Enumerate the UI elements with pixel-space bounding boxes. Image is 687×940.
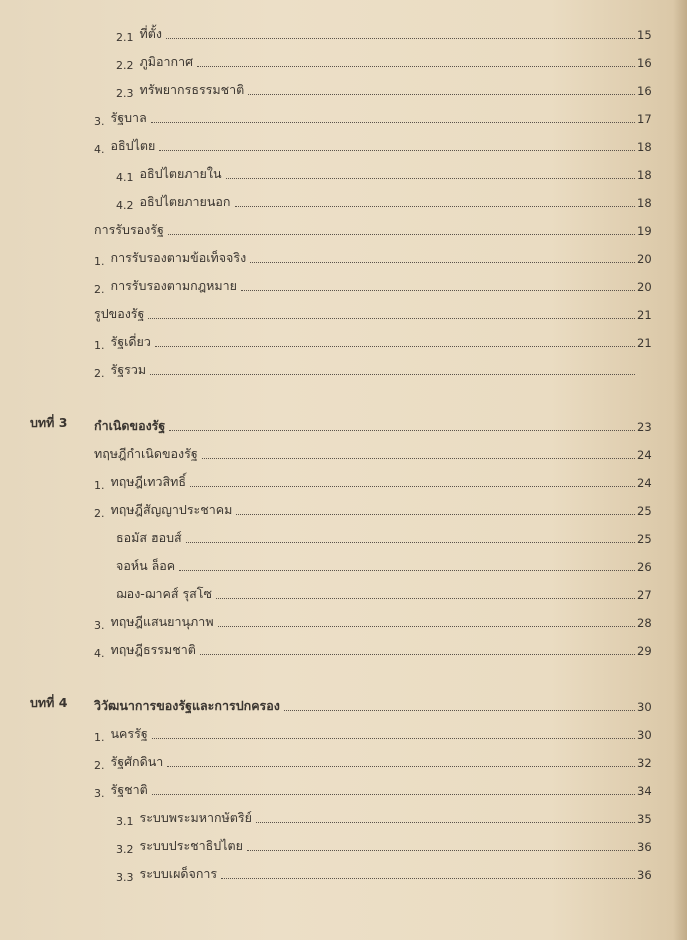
section-number: 1. bbox=[94, 339, 105, 352]
section-number: 3. bbox=[94, 787, 105, 800]
toc-entry bbox=[94, 724, 659, 744]
section-title: ทฤษฎีกำเนิดของรัฐ bbox=[94, 446, 198, 461]
section-title: อธิปไตยภายใน bbox=[139, 166, 222, 181]
section-number: 2. bbox=[94, 507, 105, 520]
toc-row bbox=[0, 22, 687, 44]
page-number: 21 bbox=[637, 308, 652, 322]
section-title: ระบบพระมหากษัตริย์ bbox=[139, 810, 252, 825]
page-number: 16 bbox=[637, 84, 652, 98]
dot-leader bbox=[218, 626, 635, 627]
section-title: รัฐชาติ bbox=[110, 782, 148, 797]
section-title: การรับรองตามกฎหมาย bbox=[110, 278, 237, 293]
page-number: 36 bbox=[637, 868, 652, 882]
toc-row bbox=[0, 526, 687, 548]
dot-leader bbox=[202, 458, 635, 459]
dot-leader bbox=[241, 290, 635, 291]
section-number: 2. bbox=[94, 759, 105, 772]
toc-row bbox=[0, 134, 687, 156]
page-number: 20 bbox=[637, 280, 652, 294]
section-title: อธิปไตยภายนอก bbox=[139, 194, 231, 209]
section-number: 1. bbox=[94, 731, 105, 744]
section-number: 4. bbox=[94, 647, 105, 660]
toc-entry bbox=[94, 752, 659, 772]
toc-entry bbox=[116, 164, 659, 184]
page-number: 15 bbox=[637, 28, 652, 42]
dot-leader bbox=[284, 710, 635, 711]
dot-leader bbox=[256, 822, 635, 823]
dot-leader bbox=[152, 794, 635, 795]
dot-leader bbox=[221, 878, 635, 879]
section-title: ทฤษฎีแสนยานุภาพ bbox=[110, 614, 214, 629]
toc-entry bbox=[94, 332, 659, 352]
toc-entry bbox=[94, 220, 659, 240]
toc-entry bbox=[94, 276, 659, 296]
dot-leader bbox=[167, 766, 635, 767]
dot-leader bbox=[159, 150, 635, 151]
toc-row bbox=[0, 862, 687, 884]
section-title: กำเนิดของรัฐ bbox=[94, 418, 166, 433]
section-number: 3.1 bbox=[116, 815, 134, 828]
dot-leader bbox=[216, 598, 635, 599]
toc-row bbox=[0, 610, 687, 632]
page-number: 30 bbox=[637, 700, 652, 714]
section-title: อธิปไตย bbox=[110, 138, 156, 153]
dot-leader bbox=[151, 122, 635, 123]
toc-entry bbox=[94, 500, 659, 520]
page-number: 16 bbox=[637, 56, 652, 70]
section-number: 3.3 bbox=[116, 871, 134, 884]
page-number: 25 bbox=[637, 532, 652, 546]
page-number: 21 bbox=[637, 336, 652, 350]
section-number: 4.1 bbox=[116, 171, 134, 184]
section-title: รัฐเดี่ยว bbox=[110, 334, 151, 349]
page-number: 27 bbox=[637, 588, 652, 602]
toc-entry bbox=[116, 808, 659, 828]
section-title: ทฤษฎีสัญญาประชาคม bbox=[110, 502, 233, 517]
toc-row bbox=[0, 722, 687, 744]
toc-entry bbox=[116, 52, 659, 72]
toc-row bbox=[0, 498, 687, 520]
page-number: 32 bbox=[637, 756, 652, 770]
toc-entry bbox=[94, 360, 659, 380]
toc-entry bbox=[116, 192, 659, 212]
page-number: 24 bbox=[637, 448, 652, 462]
section-title: ภูมิอากาศ bbox=[139, 54, 194, 69]
toc-entry bbox=[94, 416, 659, 436]
toc-row bbox=[0, 162, 687, 184]
page-number bbox=[637, 378, 659, 380]
dot-leader bbox=[226, 178, 635, 179]
section-title: รัฐบาล bbox=[110, 110, 147, 125]
section-title: ระบบประชาธิปไตย bbox=[139, 838, 243, 853]
section-number: 4. bbox=[94, 143, 105, 156]
toc-row bbox=[0, 274, 687, 296]
section-number: 2. bbox=[94, 283, 105, 296]
section-number: 2.1 bbox=[116, 31, 134, 44]
dot-leader bbox=[168, 234, 635, 235]
toc-row bbox=[0, 414, 687, 436]
section-number: 2.2 bbox=[116, 59, 134, 72]
section-title: นครรัฐ bbox=[110, 726, 148, 741]
page-number: 35 bbox=[637, 812, 652, 826]
page-number: 24 bbox=[637, 476, 652, 490]
toc-entry bbox=[94, 444, 659, 464]
page-edge-shadow bbox=[673, 0, 687, 940]
section-title: ฌอง-ฌาคส์ รุสโซ bbox=[116, 586, 213, 601]
dot-leader bbox=[179, 570, 635, 571]
page-number: 34 bbox=[637, 784, 652, 798]
toc-row bbox=[0, 106, 687, 128]
section-title: รูปของรัฐ bbox=[94, 306, 145, 321]
page-number: 25 bbox=[637, 504, 652, 518]
section-title: การรับรองรัฐ bbox=[94, 222, 164, 237]
toc-row bbox=[0, 582, 687, 604]
dot-leader bbox=[169, 430, 635, 431]
section-title: จอห์น ล็อค bbox=[116, 558, 176, 573]
toc-entry bbox=[94, 472, 659, 492]
page-number: 19 bbox=[637, 224, 652, 238]
toc-row bbox=[0, 638, 687, 660]
toc-entry bbox=[94, 640, 659, 660]
toc-entry bbox=[116, 528, 659, 548]
dot-leader bbox=[190, 486, 635, 487]
section-title: ทฤษฎีเทวสิทธิ์ bbox=[110, 474, 186, 489]
section-number: 2. bbox=[94, 367, 105, 380]
dot-leader bbox=[236, 514, 635, 515]
toc-row bbox=[0, 78, 687, 100]
section-number: 3. bbox=[94, 115, 105, 128]
dot-leader bbox=[250, 262, 635, 263]
section-title: ระบบเผด็จการ bbox=[139, 866, 218, 881]
dot-leader bbox=[186, 542, 635, 543]
section-title: รัฐรวม bbox=[110, 362, 147, 377]
toc-entry bbox=[116, 864, 659, 884]
toc-row bbox=[0, 442, 687, 464]
page-number: 18 bbox=[637, 140, 652, 154]
page-number: 36 bbox=[637, 840, 652, 854]
toc-entry bbox=[116, 556, 659, 576]
dot-leader bbox=[235, 206, 635, 207]
section-number: 4.2 bbox=[116, 199, 134, 212]
toc-row bbox=[0, 246, 687, 268]
section-title: ทฤษฎีธรรมชาติ bbox=[110, 642, 196, 657]
toc-entry bbox=[94, 248, 659, 268]
toc-row bbox=[0, 330, 687, 352]
toc-entry bbox=[94, 304, 659, 324]
dot-leader bbox=[148, 318, 635, 319]
toc-entry bbox=[94, 108, 659, 128]
toc-row bbox=[0, 806, 687, 828]
toc-entry bbox=[94, 696, 659, 716]
toc-entry bbox=[94, 612, 659, 632]
toc-entry bbox=[116, 584, 659, 604]
toc-row bbox=[0, 358, 687, 380]
chapter-label: บทที่ 3 bbox=[30, 415, 68, 430]
toc-entry bbox=[116, 836, 659, 856]
dot-leader bbox=[166, 38, 635, 39]
toc-row bbox=[0, 750, 687, 772]
section-number: 3.2 bbox=[116, 843, 134, 856]
section-title: การรับรองตามข้อเท็จจริง bbox=[110, 250, 247, 265]
section-number: 2.3 bbox=[116, 87, 134, 100]
section-title: ทรัพยากรธรรมชาติ bbox=[139, 82, 245, 97]
section-title: วิวัฒนาการของรัฐและการปกครอง bbox=[94, 698, 280, 713]
dot-leader bbox=[200, 654, 635, 655]
dot-leader bbox=[152, 738, 635, 739]
chapter-label: บทที่ 4 bbox=[30, 695, 68, 710]
dot-leader bbox=[248, 94, 635, 95]
toc-row bbox=[0, 554, 687, 576]
page-number: 30 bbox=[637, 728, 652, 742]
toc-row bbox=[0, 834, 687, 856]
page-number: 28 bbox=[637, 616, 652, 630]
section-number: 1. bbox=[94, 255, 105, 268]
section-title: รัฐศักดินา bbox=[110, 754, 164, 769]
toc-row bbox=[0, 302, 687, 324]
dot-leader bbox=[155, 346, 635, 347]
dot-leader bbox=[247, 850, 635, 851]
dot-leader bbox=[150, 374, 635, 375]
page-number: 23 bbox=[637, 420, 652, 434]
toc-row bbox=[0, 470, 687, 492]
toc-row bbox=[0, 190, 687, 212]
toc-row bbox=[0, 694, 687, 716]
toc-entry bbox=[116, 80, 659, 100]
section-number: 1. bbox=[94, 479, 105, 492]
section-title: ธอมัส ฮอบส์ bbox=[116, 530, 182, 545]
page-number: 29 bbox=[637, 644, 652, 658]
toc-row bbox=[0, 218, 687, 240]
page-number: 18 bbox=[637, 196, 652, 210]
page-number: 20 bbox=[637, 252, 652, 266]
page-number: 26 bbox=[637, 560, 652, 574]
section-number: 3. bbox=[94, 619, 105, 632]
toc-entry bbox=[116, 24, 659, 44]
toc-row bbox=[0, 50, 687, 72]
toc-entry bbox=[94, 136, 659, 156]
dot-leader bbox=[197, 66, 635, 67]
toc-row bbox=[0, 778, 687, 800]
toc-entry bbox=[94, 780, 659, 800]
page-number: 18 bbox=[637, 168, 652, 182]
page-number: 17 bbox=[637, 112, 652, 126]
section-title: ที่ตั้ง bbox=[139, 26, 162, 41]
